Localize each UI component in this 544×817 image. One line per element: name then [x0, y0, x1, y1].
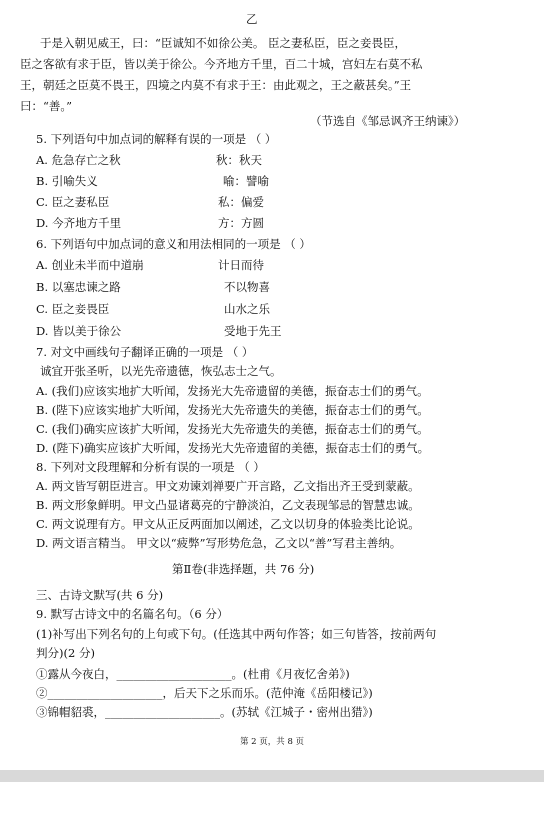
q5-option-c-def: 私：偏爱: [218, 195, 264, 209]
q8-stem: 8. 下列对文段理解和分析有误的一项是 （ ）: [36, 460, 265, 474]
part2-title: 第Ⅱ卷(非选择题，共 76 分): [172, 562, 315, 576]
q6-stem: 6. 下列语句中加点词的意义和用法相同的一项是 （ ）: [36, 237, 311, 251]
passage-line-1: 于是入朝见威王，曰：“臣诚知不如徐公美。 臣之妻私臣，臣之妾畏臣，: [40, 36, 407, 50]
q5-option-b-def: 喻：譬喻: [223, 174, 269, 188]
passage-source: （节选自《邹忌讽齐王纳谏》）: [310, 114, 466, 128]
part2-section: 三、古诗文默写(共 6 分): [36, 588, 164, 602]
page-separator: [0, 770, 544, 782]
q7-sentence: 诚宜开张圣听，以光先帝遗德，恢弘志士之气。: [40, 364, 282, 378]
q6-option-c: C. 臣之妾畏臣: [36, 302, 110, 316]
q9-sub-line2: 判分)(2 分): [36, 646, 95, 660]
q6-option-a: A. 创业未半而中道崩: [36, 258, 144, 272]
q6-option-a-compare: 计日而待: [218, 258, 264, 272]
q6-option-c-compare: 山水之乐: [224, 302, 270, 316]
q9-stem: 9. 默写古诗文中的名篇名句。（6 分）: [36, 607, 229, 621]
passage-marker: 乙: [246, 12, 258, 26]
q8-option-d: D. 两文语言精当。 甲文以“疲弊”写形势危急，乙文以“善”写君主善纳。: [36, 536, 402, 550]
q8-option-c: C. 两文说理有方。甲文从正反两面加以阐述，乙文以切身的体验类比论说。: [36, 517, 420, 531]
q5-option-d-def: 方：方圆: [218, 216, 264, 230]
passage-line-3: 王，朝廷之臣莫不畏王，四境之内莫不有求于王：由此观之，王之蔽甚矣。”王: [20, 78, 412, 92]
q5-option-a: A. 危急存亡之秋: [36, 153, 121, 167]
q7-option-a: A. (我们)应该实地扩大听闻，发扬光大先帝遗留的美德，振奋志士们的勇气。: [36, 384, 429, 398]
q7-option-b: B. (陛下)应该实地扩大听闻，发扬光大先帝遗失的美德，振奋志士们的勇气。: [36, 403, 429, 417]
q6-option-d: D. 皆以美于徐公: [36, 324, 122, 338]
next-page-area: [0, 782, 544, 817]
q7-option-c: C. (我们)确实应该扩大听闻，发扬光大先帝遗失的美德，振奋志士们的勇气。: [36, 422, 429, 436]
q6-option-b-compare: 不以物喜: [224, 280, 270, 294]
q8-option-b: B. 两文形象鲜明。甲文凸显诸葛亮的宁静淡泊，乙文表现邹忌的智慧忠诚。: [36, 498, 420, 512]
q5-stem: 5. 下列语句中加点词的解释有误的一项是 （ ）: [36, 132, 277, 146]
q6-option-d-compare: 受地于先王: [224, 324, 282, 338]
q7-stem: 7. 对文中画线句子翻译正确的一项是 （ ）: [36, 345, 254, 359]
q5-option-b: B. 引喻失义: [36, 174, 98, 188]
q5-option-c: C. 臣之妻私臣: [36, 195, 110, 209]
q7-option-d: D. (陛下)确实应该扩大听闻，发扬光大先帝遗留的美德，振奋志士们的勇气。: [36, 441, 430, 455]
q6-option-b: B. 以塞忠谏之路: [36, 280, 121, 294]
q9-item-1: ①露从今夜白，____________________。(杜甫《月夜忆舍弟》): [36, 667, 350, 681]
q5-option-a-def: 秋：秋天: [216, 153, 262, 167]
q9-item-3: ③锦帽貂裘，____________________。(苏轼《江城子・密州出猎》): [36, 705, 373, 719]
q9-sub-line1: (1)补写出下列名句的上句或下句。(任选其中两句作答；如三句皆答，按前两句: [36, 627, 437, 641]
q8-option-a: A. 两文皆写朝臣进言。甲文劝谏刘禅要广开言路，乙文指出齐王受到蒙蔽。: [36, 479, 420, 493]
passage-line-4: 曰：“善。”: [20, 99, 73, 113]
q5-option-d: D. 今齐地方千里: [36, 216, 122, 230]
q9-item-2: ②____________________，后天下之乐而乐。(范仲淹《岳阳楼记》): [36, 686, 373, 700]
passage-line-2: 臣之客欲有求于臣，皆以美于徐公。今齐地方千里，百二十城，宫妇左右莫不私: [20, 57, 423, 71]
page-number: 第 2 页，共 8 页: [239, 737, 305, 747]
